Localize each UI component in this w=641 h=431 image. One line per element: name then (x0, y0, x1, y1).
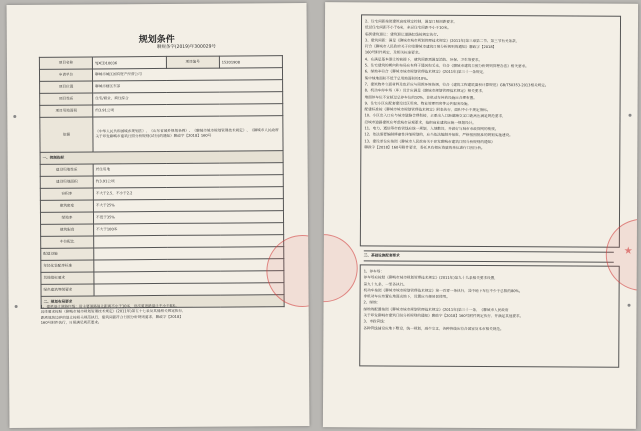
text-line: 第九十九条，一至各执行。 (363, 281, 407, 287)
green-building-label: 绿色建筑等级要求 (41, 284, 94, 296)
build-area-label: 建设用地面积 (40, 176, 93, 188)
text-line: 配建标准按《聊城市城市规划管理技术规定》附表执行，面积不小于规定指标。 (364, 107, 491, 113)
text-line: 沿城市道路建筑应考虑城市景观要求，临街商业建筑应统一规划设计。 (364, 120, 476, 125)
text-line: 临街建筑退让：建筑退让道路红线按规定执行。 (364, 31, 441, 37)
text-line: 3、市政管线： (363, 319, 388, 324)
other-indicators-label: 其他指标要求 (41, 272, 94, 284)
binder-hole (15, 305, 18, 308)
text-line: 机动车按照《聊城市城市规划管理技术规定》第一百零一条执行，其中地下车位不少于总数的80%。 (363, 288, 523, 294)
planning-conditions-table (39, 55, 285, 309)
text-line: 绿地的配置按照《聊城市城市规划管理技术规定》(2011年)第三十一条，《聊城市人民政府 (363, 307, 509, 312)
text-line: 12、依法需要编制修建性详细规划的，应当依法编制并报批，严格按照批准的规划实施建设。 (364, 132, 513, 138)
facilities-label: 配建设施 (41, 248, 94, 260)
far-label: 容积率 (40, 188, 93, 200)
infrastructure-heading: 三、基础设施配套要求 (364, 250, 614, 262)
project-name-value: YJXCD10036 (92, 56, 166, 69)
project-number-label: 项目编号 (166, 56, 219, 68)
text-line: 7、建筑物外立面材料及色彩应与周围环境协调，符合《建筑工程建筑面积计算规范》GB/T50353-2013相关规定。 (364, 82, 549, 88)
height-limit-value: 不大于100米 (94, 223, 284, 236)
text-line: 2、绿地： (363, 300, 381, 305)
text-line: 5、住宅建筑的朝向和布局应有利于通风和采光，符合《聊城市建筑日照分析规则管理办法》相关要求。 (364, 63, 529, 69)
project-number-value: 15201908 (219, 56, 282, 68)
text-line: 2、住宅间距按照建筑高度规定控制，满足日照间距要求， (365, 19, 458, 24)
text-line: 各种管线铺设应地下敷设，统一规划，减少交叉，各种管线应符合国家及本市相关规范。 (363, 326, 504, 331)
build-area-value: 约3.91公顷 (93, 175, 283, 188)
text-line: 11、电力、通信等市政管线应统一规划，入地敷设，并做好与城市市政管网的衔接。 (364, 126, 499, 132)
text-line: 集中绿地面积不低于总用地面积的10%。 (364, 76, 431, 81)
applicant-label: 申请单位 (39, 69, 92, 81)
infrastructure-text (363, 268, 613, 332)
text-line: 9、住宅小区应配套建设社区用房、物业管理用房等公共服务设施， (364, 101, 472, 106)
basis-value: 《中华人民共和国城乡规划法》、《山东省城乡规划条例》、《聊城市城市规划管理技术规定》、《聊城市人民政府关于印发聊城市建筑日照分析规则(试行)的通知》聊政字【2018】160号 (93, 116, 283, 152)
text-line: 10、小区出入口应与城市道路合理衔接，主要出入口距道路交叉口距离应满足规范要求， (364, 113, 506, 119)
left-document-page (7, 3, 310, 428)
text-line: 关于印发聊城市建筑日照分析规则的通知》聊政字【2018】160号附件规定执行，并满足其他要求。 (363, 313, 524, 319)
nature-label: 项目性质 (40, 93, 93, 105)
prefab-rate-label: 年轻化装配率标准 (41, 260, 94, 272)
page-title: 规划条件 (138, 34, 175, 46)
layout-requirements-text (41, 303, 285, 326)
binder-hole (629, 114, 632, 117)
text-line: 160号附件执行，日照满足规范要求。 (40, 320, 102, 326)
landuse-label: 建设用地性质 (40, 164, 93, 176)
text-line: 非机动车应布置在地面或地下，设置应方便居民使用。 (363, 294, 450, 300)
text-line: 160号附件规定，及相关标准要求。 (364, 50, 423, 56)
height-limit-label: 建筑限高 (41, 224, 94, 236)
text-line: 低层住宅间距不小于6米，多层住宅间距不小于10米。 (364, 25, 451, 31)
text-line: 3、建筑间距：满足《聊城市城市规划管理技术规定》(2011年)第三章第二节、第三节有关条款， (364, 38, 520, 44)
requirements-text (364, 18, 615, 152)
text-line: 停车场应按照《聊城市城市规划管理技术规定》(2011年)第九十九条相关要求设置， (363, 275, 498, 281)
red-seal-stamp-left-half (323, 234, 358, 302)
right-document-page (323, 2, 638, 429)
seal-star-icon: ★ (623, 245, 633, 257)
document-number: 聊规条字(2019)年300029号 (156, 44, 216, 51)
location-label: 项目位置 (40, 81, 93, 93)
text-line: 符合《聊城市人民政府关于印发聊城市建筑日照分析规则的通知》聊政字【2018】 (364, 44, 497, 50)
green-ratio-label: 绿地率 (40, 212, 93, 224)
site-area-value: 约3.91公顷 (93, 104, 283, 117)
project-name-label: 项目名称 (39, 57, 92, 69)
text-line: 地面停车位不宜超过总停车位的10%，非机动车停放设施应合理布置。 (364, 94, 477, 100)
text-line: 1、停车场： (363, 269, 384, 274)
far-value: 不大于2.5，不小于2.2 (93, 187, 283, 200)
density-label: 建筑密度 (40, 200, 93, 212)
landuse-value: 居住用地 (93, 163, 283, 176)
text-line: 6、绿地率符合《聊城市城市规划管理技术规定》(2011年)第三十一条规定， (364, 69, 487, 75)
parking-label: 车位配比 (41, 236, 94, 248)
layout-requirements-heading: 二、规划布局要求 (41, 295, 284, 309)
applicant-value: 聊城市城区国有资产经营公司 (92, 68, 282, 81)
text-line: 8、机动车停车场（库）设计应满足《聊城市规划管理技术规定》相关要求， (364, 88, 486, 94)
text-line: 13、建设单位应按照《聊城市人民政府关于印发聊城市建筑日照分析规则的通知》 (364, 139, 495, 144)
density-value: 不大于25% (93, 199, 283, 212)
text-line: 具体要求按照《聊城市城市规划管理技术规定》(2011年)第五十七条及其他相关规定执行， (40, 309, 186, 315)
site-area-label: 项目用地面积 (40, 105, 93, 117)
binder-hole (628, 304, 631, 307)
text-line: 4、在满足基本退让的前提下，建筑间距需满足消防、环保、卫生等要求。 (364, 57, 483, 62)
nature-value: 住宅/商业、商住综合 (93, 92, 283, 105)
text-line: 1、建筑退让道路红线：沿主要道路退让距离不小于10米，沿次要道路退让不小于8米， (40, 303, 180, 309)
location-value: 聊城市辖区东部 (93, 80, 283, 93)
binder-hole (13, 115, 16, 118)
basis-label: 依据 (40, 117, 93, 152)
control-indicators-heading: 一、控制指标 (40, 151, 283, 165)
text-line: 聊政字【2018】160号附件要求，委托具有相应资质的单位进行日照分析。 (364, 145, 485, 150)
green-ratio-value: 不低于35% (93, 211, 283, 224)
text-line: 距离地块边界的退让按相关规范执行，建筑间距符合日照分析规则要求，聊政字【2018】 (40, 314, 183, 320)
